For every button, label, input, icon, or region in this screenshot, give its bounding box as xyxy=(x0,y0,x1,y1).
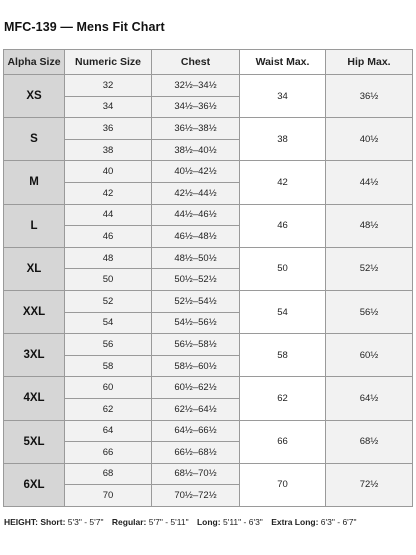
chest-cell: 40½–42½ xyxy=(152,161,240,183)
alpha-size-cell: XXL xyxy=(4,290,65,333)
alpha-size-cell: 5XL xyxy=(4,420,65,463)
height-label: HEIGHT: xyxy=(4,517,38,527)
numeric-size-cell: 32 xyxy=(65,75,152,97)
header-row xyxy=(4,50,413,75)
numeric-size-cell: 68 xyxy=(65,463,152,485)
alpha-size-cell: S xyxy=(4,118,65,161)
header-waist-max: Waist Max. xyxy=(240,50,326,75)
numeric-size-cell: 40 xyxy=(65,161,152,183)
hip-max-cell: 68½ xyxy=(326,420,413,463)
chest-cell: 64½–66½ xyxy=(152,420,240,442)
hip-max-cell: 44½ xyxy=(326,161,413,204)
chest-cell: 42½–44½ xyxy=(152,182,240,204)
hip-max-cell: 56½ xyxy=(326,290,413,333)
page-title: MFC-139 — Mens Fit Chart xyxy=(4,20,165,34)
waist-max-cell: 70 xyxy=(240,463,326,506)
numeric-size-cell: 62 xyxy=(65,398,152,420)
height-note xyxy=(4,517,363,527)
table-row xyxy=(4,247,413,269)
header-chest: Chest xyxy=(152,50,240,75)
numeric-size-cell: 34 xyxy=(65,96,152,118)
chest-cell: 56½–58½ xyxy=(152,334,240,356)
table-row xyxy=(4,463,413,485)
hip-max-cell: 48½ xyxy=(326,204,413,247)
numeric-size-cell: 42 xyxy=(65,182,152,204)
chest-cell: 38½–40½ xyxy=(152,139,240,161)
table-row xyxy=(4,204,413,226)
fit-chart-table xyxy=(3,49,413,507)
chest-cell: 36½–38½ xyxy=(152,118,240,140)
alpha-size-cell: M xyxy=(4,161,65,204)
header-hip-max: Hip Max. xyxy=(326,50,413,75)
chest-cell: 62½–64½ xyxy=(152,398,240,420)
numeric-size-cell: 50 xyxy=(65,269,152,291)
chest-cell: 44½–46½ xyxy=(152,204,240,226)
numeric-size-cell: 56 xyxy=(65,334,152,356)
table-row xyxy=(4,75,413,97)
chest-cell: 58½–60½ xyxy=(152,355,240,377)
waist-max-cell: 66 xyxy=(240,420,326,463)
chest-cell: 48½–50½ xyxy=(152,247,240,269)
waist-max-cell: 42 xyxy=(240,161,326,204)
chest-cell: 52½–54½ xyxy=(152,290,240,312)
height-regular: Regular: 5'7" - 5'11" xyxy=(111,517,189,527)
alpha-size-cell: 4XL xyxy=(4,377,65,420)
hip-max-cell: 60½ xyxy=(326,334,413,377)
chest-cell: 66½–68½ xyxy=(152,442,240,464)
table-row xyxy=(4,161,413,183)
waist-max-cell: 46 xyxy=(240,204,326,247)
chest-cell: 70½–72½ xyxy=(152,485,240,507)
height-long: Long: 5'11" - 6'3" xyxy=(196,517,263,527)
height-short: Short: 5'3" - 5'7" xyxy=(40,517,104,527)
numeric-size-cell: 64 xyxy=(65,420,152,442)
numeric-size-cell: 66 xyxy=(65,442,152,464)
numeric-size-cell: 48 xyxy=(65,247,152,269)
numeric-size-cell: 58 xyxy=(65,355,152,377)
table-row xyxy=(4,334,413,356)
chest-cell: 54½–56½ xyxy=(152,312,240,334)
numeric-size-cell: 38 xyxy=(65,139,152,161)
waist-max-cell: 38 xyxy=(240,118,326,161)
numeric-size-cell: 36 xyxy=(65,118,152,140)
alpha-size-cell: XS xyxy=(4,75,65,118)
numeric-size-cell: 46 xyxy=(65,226,152,248)
alpha-size-cell: 3XL xyxy=(4,334,65,377)
numeric-size-cell: 70 xyxy=(65,485,152,507)
header-numeric-size: Numeric Size xyxy=(65,50,152,75)
waist-max-cell: 62 xyxy=(240,377,326,420)
height-extra-long: Extra Long: 6'3" - 6'7" xyxy=(271,517,357,527)
waist-max-cell: 58 xyxy=(240,334,326,377)
numeric-size-cell: 52 xyxy=(65,290,152,312)
header-alpha-size: Alpha Size xyxy=(4,50,65,75)
numeric-size-cell: 54 xyxy=(65,312,152,334)
chest-cell: 60½–62½ xyxy=(152,377,240,399)
table-row xyxy=(4,420,413,442)
hip-max-cell: 36½ xyxy=(326,75,413,118)
waist-max-cell: 34 xyxy=(240,75,326,118)
table-row xyxy=(4,118,413,140)
chest-cell: 32½–34½ xyxy=(152,75,240,97)
hip-max-cell: 64½ xyxy=(326,377,413,420)
numeric-size-cell: 60 xyxy=(65,377,152,399)
alpha-size-cell: XL xyxy=(4,247,65,290)
chest-cell: 68½–70½ xyxy=(152,463,240,485)
chest-cell: 34½–36½ xyxy=(152,96,240,118)
chest-cell: 46½–48½ xyxy=(152,226,240,248)
waist-max-cell: 50 xyxy=(240,247,326,290)
alpha-size-cell: 6XL xyxy=(4,463,65,506)
hip-max-cell: 72½ xyxy=(326,463,413,506)
waist-max-cell: 54 xyxy=(240,290,326,333)
hip-max-cell: 52½ xyxy=(326,247,413,290)
table-row xyxy=(4,290,413,312)
hip-max-cell: 40½ xyxy=(326,118,413,161)
chart-body xyxy=(4,75,413,507)
numeric-size-cell: 44 xyxy=(65,204,152,226)
table-row xyxy=(4,377,413,399)
chest-cell: 50½–52½ xyxy=(152,269,240,291)
alpha-size-cell: L xyxy=(4,204,65,247)
